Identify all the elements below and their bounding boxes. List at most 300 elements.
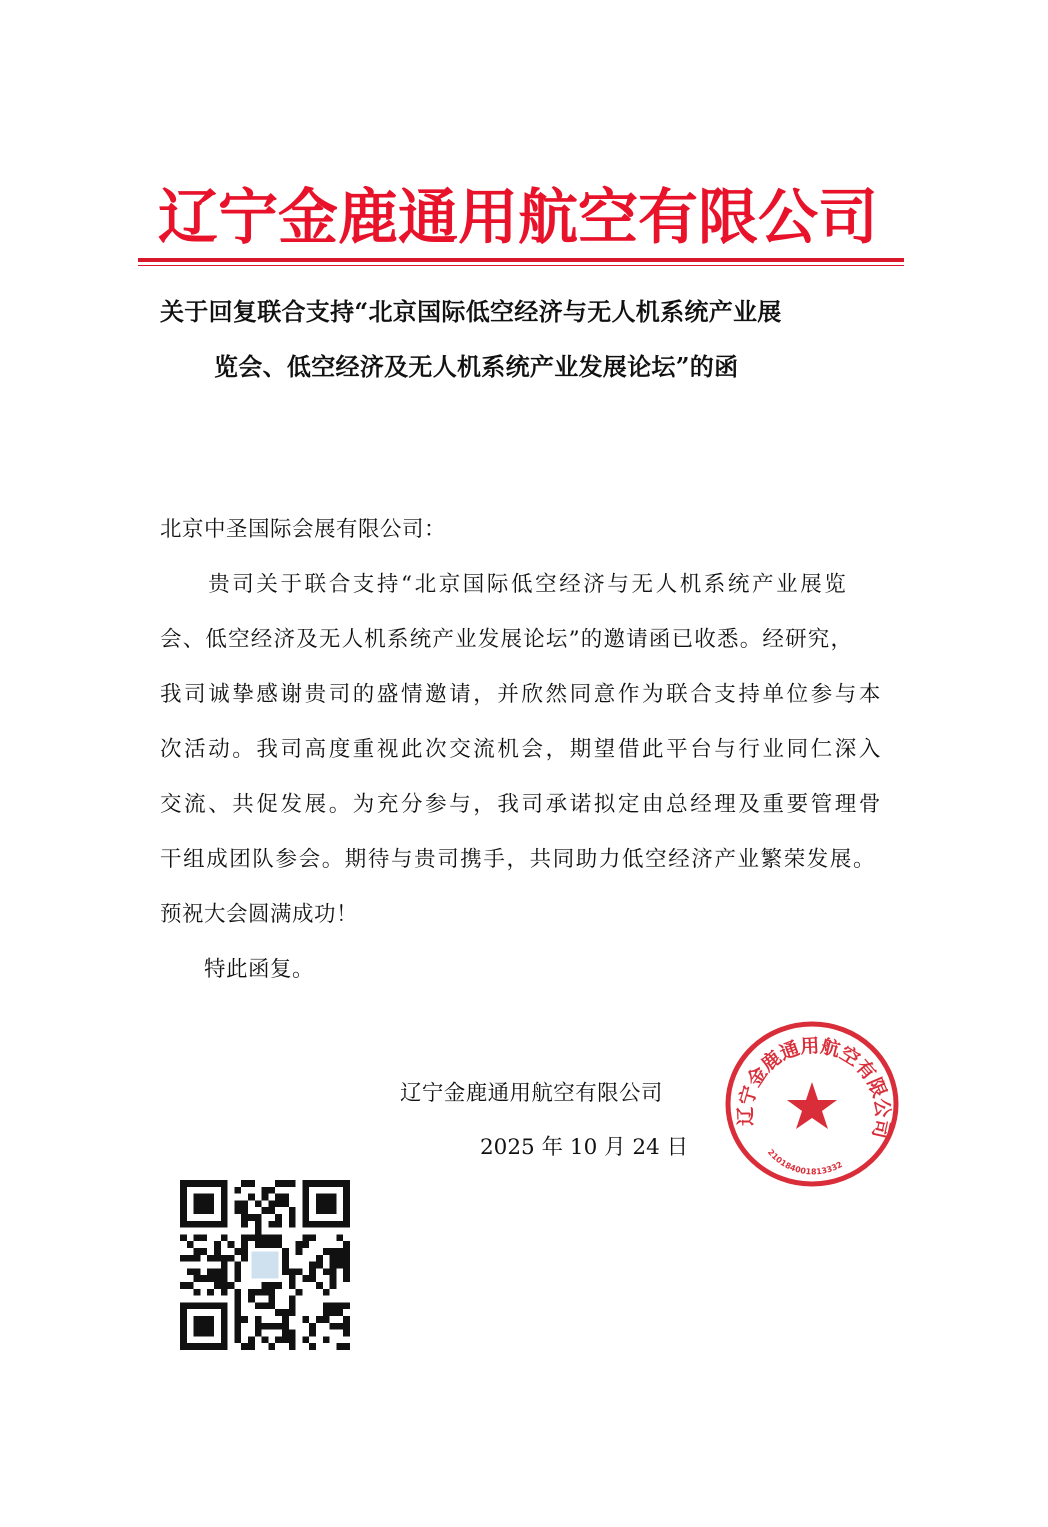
- qr-module: [234, 1296, 241, 1303]
- qr-module: [200, 1194, 207, 1201]
- qr-module: [296, 1289, 303, 1296]
- qr-module: [343, 1302, 350, 1309]
- qr-module: [309, 1330, 316, 1337]
- seal-number: 210184001813332: [765, 1147, 844, 1177]
- qr-module: [207, 1268, 214, 1275]
- qr-module: [316, 1282, 323, 1289]
- qr-module: [323, 1336, 330, 1343]
- qr-module: [309, 1275, 316, 1282]
- qr-module: [234, 1200, 241, 1207]
- qr-module: [214, 1268, 221, 1275]
- qr-module: [194, 1330, 201, 1337]
- qr-module: [214, 1248, 221, 1255]
- qr-module: [234, 1302, 241, 1309]
- qr-module: [255, 1316, 262, 1323]
- qr-module: [194, 1323, 201, 1330]
- qr-module: [275, 1194, 282, 1201]
- subject-line-2: 览会、低空经济及无人机系统产业发展论坛”的函: [214, 352, 739, 381]
- qr-module: [323, 1316, 330, 1323]
- qr-module: [207, 1330, 214, 1337]
- qr-module: [234, 1262, 241, 1269]
- qr-module: [309, 1234, 316, 1241]
- qr-module: [323, 1309, 330, 1316]
- qr-module: [262, 1302, 269, 1309]
- qr-module: [180, 1180, 187, 1187]
- qr-module: [234, 1187, 241, 1194]
- qr-module: [241, 1221, 248, 1228]
- qr-module: [234, 1289, 241, 1296]
- qr-module: [187, 1241, 194, 1248]
- qr-module: [268, 1187, 275, 1194]
- qr-module: [330, 1323, 337, 1330]
- qr-module: [194, 1248, 201, 1255]
- qr-module: [262, 1187, 269, 1194]
- qr-module: [336, 1234, 343, 1241]
- qr-module: [194, 1268, 201, 1275]
- qr-module: [214, 1255, 221, 1262]
- qr-module: [343, 1207, 350, 1214]
- qr-module: [221, 1221, 228, 1228]
- qr-module: [289, 1282, 296, 1289]
- qr-module: [200, 1330, 207, 1337]
- qr-module: [316, 1221, 323, 1228]
- qr-module: [241, 1343, 248, 1350]
- qr-module: [255, 1302, 262, 1309]
- qr-module: [221, 1282, 228, 1289]
- qr-module: [296, 1268, 303, 1275]
- qr-module: [200, 1234, 207, 1241]
- qr-module: [248, 1194, 255, 1201]
- qr-module: [180, 1194, 187, 1201]
- qr-module: [180, 1309, 187, 1316]
- qr-module: [194, 1302, 201, 1309]
- qr-module: [200, 1316, 207, 1323]
- qr-module: [194, 1275, 201, 1282]
- qr-module: [289, 1336, 296, 1343]
- qr-module: [343, 1187, 350, 1194]
- qr-module: [282, 1268, 289, 1275]
- qr-module: [200, 1343, 207, 1350]
- qr-module: [207, 1221, 214, 1228]
- qr-module: [343, 1180, 350, 1187]
- qr-module: [262, 1207, 269, 1214]
- qr-module: [268, 1221, 275, 1228]
- qr-module: [200, 1248, 207, 1255]
- company-seal: [724, 1020, 900, 1188]
- letterhead-rule-thin: [138, 265, 904, 266]
- body-line: 交流、共促发展。为充分参与，我司承诺拟定由总经理及重要管理骨: [160, 792, 884, 817]
- qr-module: [309, 1323, 316, 1330]
- qr-module: [343, 1316, 350, 1323]
- qr-module: [234, 1323, 241, 1330]
- qr-module: [194, 1316, 201, 1323]
- qr-module: [282, 1194, 289, 1201]
- qr-module: [221, 1309, 228, 1316]
- qr-module: [336, 1255, 343, 1262]
- qr-module: [255, 1214, 262, 1221]
- qr-module: [289, 1343, 296, 1350]
- qr-module: [241, 1234, 248, 1241]
- qr-module: [309, 1221, 316, 1228]
- body-line: 贵司关于联合支持“北京国际低空经济与无人机系统产业展览: [160, 572, 849, 597]
- qr-module: [214, 1180, 221, 1187]
- qr-module: [248, 1296, 255, 1303]
- qr-module: [194, 1194, 201, 1201]
- qr-module: [275, 1241, 282, 1248]
- qr-module: [275, 1214, 282, 1221]
- qr-module: [207, 1194, 214, 1201]
- qr-module: [275, 1180, 282, 1187]
- qr-module: [289, 1330, 296, 1337]
- qr-module: [214, 1282, 221, 1289]
- qr-module: [228, 1241, 235, 1248]
- qr-module: [343, 1194, 350, 1201]
- closing: 特此函复。: [160, 957, 315, 982]
- qr-module: [336, 1248, 343, 1255]
- qr-module: [302, 1214, 309, 1221]
- qr-module: [207, 1302, 214, 1309]
- qr-module: [316, 1255, 323, 1262]
- qr-module: [248, 1336, 255, 1343]
- qr-module: [309, 1180, 316, 1187]
- qr-module: [323, 1248, 330, 1255]
- qr-module: [296, 1248, 303, 1255]
- qr-module: [282, 1255, 289, 1262]
- qr-module: [180, 1200, 187, 1207]
- qr-module: [262, 1282, 269, 1289]
- body-line: 干组成团队参会。期待与贵司携手，共同助力低空经济产业繁荣发展。: [160, 847, 877, 872]
- qr-module: [282, 1248, 289, 1255]
- qr-module: [336, 1221, 343, 1228]
- qr-module: [234, 1207, 241, 1214]
- qr-module: [180, 1234, 187, 1241]
- qr-module: [207, 1207, 214, 1214]
- qr-module: [275, 1282, 282, 1289]
- qr-module: [282, 1316, 289, 1323]
- qr-module: [200, 1323, 207, 1330]
- qr-module: [330, 1302, 337, 1309]
- qr-module: [221, 1316, 228, 1323]
- qr-module: [180, 1302, 187, 1309]
- qr-module: [180, 1343, 187, 1350]
- qr-module: [248, 1234, 255, 1241]
- qr-module: [221, 1234, 228, 1241]
- qr-module: [255, 1228, 262, 1235]
- qr-module: [323, 1302, 330, 1309]
- qr-module: [180, 1255, 187, 1262]
- qr-module: [289, 1275, 296, 1282]
- qr-code: [180, 1180, 350, 1350]
- qr-module: [221, 1214, 228, 1221]
- qr-module: [289, 1207, 296, 1214]
- qr-module: [268, 1234, 275, 1241]
- qr-module: [330, 1309, 337, 1316]
- qr-module: [336, 1343, 343, 1350]
- qr-module: [302, 1275, 309, 1282]
- qr-module: [207, 1200, 214, 1207]
- qr-module: [282, 1309, 289, 1316]
- qr-module: [221, 1207, 228, 1214]
- qr-module: [336, 1180, 343, 1187]
- qr-module: [262, 1336, 269, 1343]
- qr-module: [268, 1200, 275, 1207]
- qr-module: [275, 1221, 282, 1228]
- qr-module: [302, 1241, 309, 1248]
- qr-module: [275, 1336, 282, 1343]
- qr-module: [248, 1180, 255, 1187]
- qr-module: [343, 1255, 350, 1262]
- qr-module: [343, 1262, 350, 1269]
- qr-module: [275, 1309, 282, 1316]
- qr-module: [268, 1241, 275, 1248]
- qr-module: [207, 1289, 214, 1296]
- qr-module: [207, 1255, 214, 1262]
- qr-module: [234, 1248, 241, 1255]
- qr-module: [336, 1262, 343, 1269]
- qr-module: [336, 1309, 343, 1316]
- qr-module: [200, 1275, 207, 1282]
- qr-module: [187, 1268, 194, 1275]
- qr-module: [187, 1343, 194, 1350]
- qr-module: [221, 1255, 228, 1262]
- qr-module: [316, 1207, 323, 1214]
- qr-module: [282, 1323, 289, 1330]
- qr-module: [221, 1262, 228, 1269]
- qr-module: [289, 1221, 296, 1228]
- qr-module: [323, 1207, 330, 1214]
- qr-module: [248, 1343, 255, 1350]
- qr-module: [275, 1234, 282, 1241]
- qr-module: [343, 1268, 350, 1275]
- qr-module: [289, 1214, 296, 1221]
- qr-module: [221, 1323, 228, 1330]
- qr-module: [180, 1207, 187, 1214]
- qr-module: [323, 1180, 330, 1187]
- qr-module: [302, 1221, 309, 1228]
- qr-module: [214, 1221, 221, 1228]
- qr-module: [343, 1241, 350, 1248]
- qr-module: [234, 1268, 241, 1275]
- qr-module: [234, 1275, 241, 1282]
- qr-logo-icon: [251, 1251, 278, 1278]
- qr-module: [336, 1323, 343, 1330]
- qr-module: [268, 1323, 275, 1330]
- qr-module: [343, 1200, 350, 1207]
- qr-module: [330, 1207, 337, 1214]
- qr-module: [221, 1336, 228, 1343]
- qr-module: [282, 1200, 289, 1207]
- qr-module: [323, 1289, 330, 1296]
- qr-module: [316, 1316, 323, 1323]
- qr-module: [180, 1336, 187, 1343]
- qr-module: [330, 1194, 337, 1201]
- qr-module: [200, 1302, 207, 1309]
- qr-module: [200, 1200, 207, 1207]
- qr-module: [180, 1221, 187, 1228]
- qr-module: [194, 1234, 201, 1241]
- qr-module: [221, 1302, 228, 1309]
- qr-module: [214, 1343, 221, 1350]
- qr-module: [234, 1336, 241, 1343]
- qr-module: [330, 1221, 337, 1228]
- salutation: 北京中圣国际会展有限公司：: [160, 517, 447, 542]
- qr-module: [194, 1255, 201, 1262]
- qr-module: [228, 1282, 235, 1289]
- qr-module: [241, 1241, 248, 1248]
- qr-module: [282, 1336, 289, 1343]
- qr-module: [289, 1296, 296, 1303]
- qr-module: [187, 1221, 194, 1228]
- qr-module: [194, 1221, 201, 1228]
- qr-module: [187, 1302, 194, 1309]
- qr-module: [343, 1214, 350, 1221]
- qr-module: [207, 1275, 214, 1282]
- qr-module: [275, 1323, 282, 1330]
- qr-module: [302, 1194, 309, 1201]
- letterhead-company-name: 辽宁金鹿通用航空有限公司: [158, 183, 878, 253]
- qr-module: [221, 1194, 228, 1201]
- body-line: 我司诚挚感谢贵司的盛情邀请，并欣然同意作为联合支持单位参与本: [160, 682, 884, 707]
- body-line: 次活动。我司高度重视此次交流机会，期望借此平台与行业同仁深入: [160, 737, 884, 762]
- qr-module: [221, 1289, 228, 1296]
- qr-module: [221, 1330, 228, 1337]
- qr-module: [255, 1234, 262, 1241]
- qr-module: [262, 1289, 269, 1296]
- qr-module: [221, 1275, 228, 1282]
- qr-module: [343, 1330, 350, 1337]
- qr-module: [194, 1207, 201, 1214]
- qr-module: [255, 1323, 262, 1330]
- qr-module: [268, 1289, 275, 1296]
- qr-module: [262, 1323, 269, 1330]
- qr-module: [241, 1214, 248, 1221]
- qr-module: [302, 1336, 309, 1343]
- qr-module: [343, 1221, 350, 1228]
- qr-module: [207, 1316, 214, 1323]
- qr-module: [268, 1296, 275, 1303]
- qr-module: [302, 1187, 309, 1194]
- qr-module: [241, 1316, 248, 1323]
- qr-module: [214, 1275, 221, 1282]
- qr-module: [234, 1330, 241, 1337]
- qr-module: [180, 1187, 187, 1194]
- qr-module: [316, 1180, 323, 1187]
- qr-module: [241, 1248, 248, 1255]
- qr-module: [343, 1248, 350, 1255]
- qr-module: [323, 1200, 330, 1207]
- qr-module: [323, 1268, 330, 1275]
- qr-module: [194, 1343, 201, 1350]
- qr-module: [330, 1200, 337, 1207]
- qr-module: [268, 1207, 275, 1214]
- qr-module: [241, 1180, 248, 1187]
- qr-module: [282, 1262, 289, 1269]
- qr-module: [207, 1180, 214, 1187]
- qr-module: [323, 1194, 330, 1201]
- qr-module: [316, 1262, 323, 1269]
- qr-module: [316, 1194, 323, 1201]
- qr-module: [200, 1180, 207, 1187]
- qr-module: [180, 1323, 187, 1330]
- qr-module: [255, 1200, 262, 1207]
- qr-module: [200, 1221, 207, 1228]
- qr-module: [221, 1187, 228, 1194]
- qr-module: [221, 1200, 228, 1207]
- qr-module: [316, 1200, 323, 1207]
- qr-module: [221, 1343, 228, 1350]
- qr-module: [262, 1241, 269, 1248]
- qr-module: [214, 1302, 221, 1309]
- qr-module: [302, 1234, 309, 1241]
- qr-module: [248, 1289, 255, 1296]
- qr-module: [255, 1289, 262, 1296]
- qr-module: [330, 1268, 337, 1275]
- qr-module: [234, 1316, 241, 1323]
- qr-module: [330, 1262, 337, 1269]
- letterhead-rule-thick: [138, 258, 904, 262]
- qr-module: [268, 1302, 275, 1309]
- qr-module: [343, 1275, 350, 1282]
- qr-module: [343, 1343, 350, 1350]
- qr-module: [262, 1234, 269, 1241]
- qr-module: [180, 1282, 187, 1289]
- qr-module: [221, 1268, 228, 1275]
- seal-star-icon: [787, 1082, 837, 1129]
- qr-module: [296, 1241, 303, 1248]
- qr-module: [180, 1214, 187, 1221]
- qr-module: [241, 1200, 248, 1207]
- qr-module: [221, 1180, 228, 1187]
- qr-module: [187, 1255, 194, 1262]
- qr-module: [241, 1255, 248, 1262]
- qr-module: [228, 1255, 235, 1262]
- qr-module: [275, 1200, 282, 1207]
- qr-module: [187, 1282, 194, 1289]
- qr-module: [207, 1343, 214, 1350]
- qr-module: [234, 1309, 241, 1316]
- qr-module: [302, 1207, 309, 1214]
- qr-module: [255, 1221, 262, 1228]
- qr-module: [194, 1289, 201, 1296]
- qr-module: [330, 1275, 337, 1282]
- qr-module: [282, 1180, 289, 1187]
- qr-module: [255, 1330, 262, 1337]
- signature-date: 2025 年 10 月 24 日: [480, 1135, 689, 1160]
- qr-module: [255, 1241, 262, 1248]
- qr-module: [309, 1262, 316, 1269]
- qr-module: [309, 1268, 316, 1275]
- body-line: 会、低空经济及无人机系统产业发展论坛”的邀请函已收悉。经研究，: [160, 627, 854, 652]
- qr-module: [282, 1330, 289, 1337]
- qr-module: [248, 1214, 255, 1221]
- qr-module: [330, 1282, 337, 1289]
- qr-module: [207, 1323, 214, 1330]
- qr-module: [262, 1194, 269, 1201]
- qr-module: [289, 1180, 296, 1187]
- qr-module: [268, 1343, 275, 1350]
- signature-company: 辽宁金鹿通用航空有限公司: [400, 1081, 663, 1106]
- qr-module: [200, 1207, 207, 1214]
- qr-module: [180, 1330, 187, 1337]
- qr-module: [289, 1302, 296, 1309]
- qr-module: [309, 1343, 316, 1350]
- qr-module: [268, 1282, 275, 1289]
- qr-module: [330, 1180, 337, 1187]
- subject-line-1: 关于回复联合支持“北京国际低空经济与无人机系统产业展: [160, 297, 782, 326]
- qr-module: [194, 1180, 201, 1187]
- qr-module: [330, 1248, 337, 1255]
- qr-module: [336, 1302, 343, 1309]
